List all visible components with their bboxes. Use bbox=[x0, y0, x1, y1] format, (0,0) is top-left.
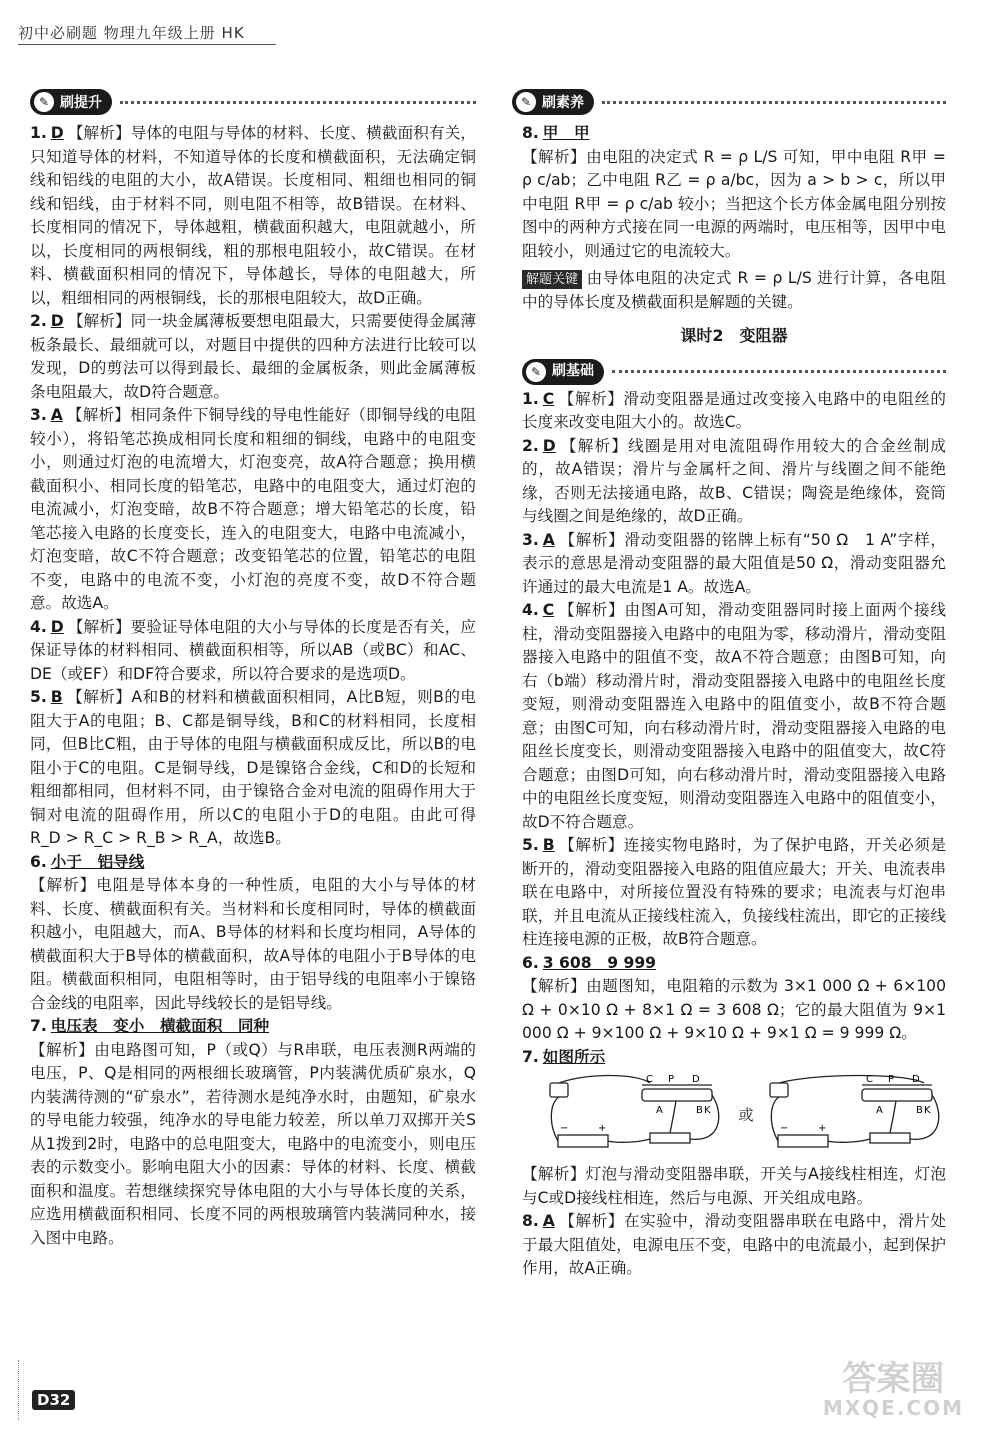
key-point bbox=[522, 267, 946, 314]
answer-item bbox=[522, 529, 946, 600]
item-explanation: 【解析】相同条件下铜导线的导电性能好（即铜导线的电阻较小），将铅笔芯换成相同长度和粗细的铜线，电路中的电阻变小，则通过灯泡的电流增大，灯泡变亮，故A符合题意；换用横截面积小、相同长度的铅笔芯，电路中的电阻变大，通过灯泡的电流减小，灯泡变暗，故B不符合题意；增大铅笔芯的长度，铅笔芯接入电路的长度变长，连入的电阻变大，电路中电流减小，灯泡变暗，故C不符合题意；改变铅笔芯的位置，铅笔芯的电阻不变，电路中的电流不变，小灯泡的亮度不变，故D不符合题意。故选A。 bbox=[30, 406, 476, 612]
item-explanation: 【解析】导体的电阻与导体的材料、长度、横截面积有关，只知道导体的材料，不知道导体的长度和横截面积，无法确定铜线和铝线的电阻的大小，故A错误。长度相同、粗细也相同的铜线和铝线，由于材料不同，则电阻不相等，故B错误。在材料、长度相同的情况下，导体越粗，横截面积越大，电阻就越小，所以，长度相同的两根铜线，粗的那根电阻较小，故C错误。在材料、横截面积相同的情况下，导体越长，导体的电阻越大，所以，粗细相同的两根铜线，长的那根电阻较大，故D正确。 bbox=[30, 124, 476, 307]
item-number: 1. bbox=[522, 389, 539, 408]
dotted-rule bbox=[602, 101, 946, 104]
item-number: 3. bbox=[522, 530, 539, 549]
item-explanation: 【解析】要验证导体电阻的大小与导体的长度是否有关，应保证导体的材料相同、横截面积相等，所以AB（或BC）和AC、DE（或EF）和DF符合要求，所以符合要求的是选项D。 bbox=[30, 617, 476, 683]
answer-item bbox=[522, 834, 946, 952]
item-answer: D bbox=[50, 617, 64, 636]
answer-item bbox=[30, 686, 476, 851]
figure-or: 或 bbox=[738, 1106, 754, 1125]
section-title: 刷提升 bbox=[60, 95, 102, 111]
item-explanation: 【解析】由电阻的决定式 R = ρ L/S 可知，甲中电阻 R甲 = ρ c/ab；乙中电阻 R乙 = ρ a/bc，因为 a > b > c，所以甲中电阻 R甲 = ρ c/ab 较小；当把这个长方体金属电阻分别按图中的两种方式接在同一电源的两端时，电压相等，因甲中电阻较小，则通过它的电流较大。 bbox=[522, 147, 946, 260]
terminal-label: B bbox=[696, 1105, 703, 1116]
answer-item bbox=[30, 404, 476, 616]
item-answer: 甲 甲 bbox=[542, 124, 590, 142]
watermark-text: 答案圈 bbox=[842, 1359, 945, 1399]
item-number: 7. bbox=[522, 1047, 539, 1066]
item-explanation: 【解析】由图A可知，滑动变阻器同时接上面两个接线柱，滑动变阻器接入电路中的电阻为零，移动滑片，滑动变阻器接入电路中的阻值不变，故A不符合题意；由图B可知，向右（b端）移动滑片时，滑动变阻器接入电路中的电阻丝长度变短，则滑动变阻器连入电路中的阻值变小，故B不符合题意；由图C可知，向右移动滑片时，滑动变阻器接入电路的电阻丝长度变长，则滑动变阻器接入电路中的阻值变大，故C符合题意；由图D可知，向右移动滑片时，滑动变阻器接入电路中的电阻丝长度变短，则滑动变阻器连入电路中的阻值变小，故D不符合题意。 bbox=[522, 601, 946, 831]
terminal-label: D bbox=[692, 1074, 700, 1085]
item-number: 5. bbox=[522, 836, 539, 854]
key-label: 解题关键 bbox=[522, 270, 582, 289]
section-badge bbox=[30, 89, 112, 115]
item-explanation: 【解析】在实验中，滑动变阻器串联在电路中，滑片处于最大阻值处，电源电压不变，电路中的电流最小，起到保护作用，故A正确。 bbox=[522, 1212, 946, 1277]
answer-item bbox=[522, 599, 946, 834]
section-title: 刷素养 bbox=[542, 95, 584, 111]
circuit-diagram-1 bbox=[546, 1073, 726, 1159]
terminal-label: B bbox=[915, 1105, 923, 1116]
item-answer: B bbox=[542, 836, 555, 854]
item-number: 4. bbox=[522, 601, 539, 619]
item-explanation: 【解析】同一块金属薄板要想电阻最大，只需要使得金属薄板条最长、最细就可以，对题目中提供的四种方法进行比较可以发现，D的剪法可以得到最长、最细的金属板条，则此金属薄板条电阻最大，故D符合题意。 bbox=[30, 312, 476, 401]
circuit-figure bbox=[546, 1073, 946, 1159]
watermark-logo bbox=[823, 1361, 964, 1419]
running-header: 初中必刷题 物理九年级上册 HK bbox=[18, 24, 245, 42]
left-column bbox=[30, 122, 476, 1250]
terminal-label: P bbox=[668, 1074, 675, 1085]
item-number: 6. bbox=[30, 852, 47, 871]
terminal-label: K bbox=[704, 1105, 711, 1116]
item-answer: 小于 铝导线 bbox=[50, 852, 145, 871]
item-number: 6. bbox=[522, 953, 539, 972]
section-header-tisheng bbox=[30, 86, 476, 118]
lesson-title: 课时2 变阻器 bbox=[680, 326, 788, 345]
brush-icon: ✎ bbox=[526, 362, 546, 382]
answer-item bbox=[30, 122, 476, 310]
item-number: 2. bbox=[522, 436, 539, 455]
polarity-label: − bbox=[779, 1123, 789, 1134]
answer-item bbox=[522, 122, 946, 146]
answer-item bbox=[522, 435, 946, 529]
brush-icon: ✎ bbox=[516, 92, 536, 112]
right-column bbox=[522, 122, 946, 1281]
section-title: 刷基础 bbox=[552, 362, 594, 379]
terminal-label: D bbox=[911, 1074, 920, 1085]
item-number: 4. bbox=[30, 617, 47, 636]
section-badge bbox=[512, 89, 594, 115]
item-answer: D bbox=[542, 436, 556, 455]
item-answer: 如图所示 bbox=[542, 1047, 606, 1066]
item-answer: A bbox=[542, 1212, 555, 1230]
item-explanation: 【解析】连接实物电路时，为了保护电路，开关必须是断开的，滑动变阻器接入电路的阻值应最大；开关、电流表串联在电路中，对所接位置没有特殊的要求；电流表与灯泡串联，并且电流从正接线柱流入，负接线柱流出，即它的正接线柱连接电源的正极，故B符合题意。 bbox=[522, 836, 946, 948]
item-answer: 3 608 9 999 bbox=[542, 953, 657, 972]
item-explanation: 【解析】线圈是用对电流阻碍作用较大的合金丝制成的，故A错误；滑片与金属杆之间、滑片与线圈之间不能绝缘，否则无法接通电路，故B、C错误；陶瓷是绝缘体，瓷筒与线圈之间是绝缘的，故D正确。 bbox=[522, 436, 946, 525]
watermark-url: MXQE.COM bbox=[822, 1396, 964, 1420]
item-answer: C bbox=[542, 389, 555, 408]
item-answer: D bbox=[50, 124, 64, 142]
terminal-label: C bbox=[865, 1074, 873, 1085]
item-explanation: 【解析】滑动变阻器是通过改变接入电路中的电阻丝的长度来改变电阻大小的。故选C。 bbox=[522, 389, 946, 431]
brush-icon: ✎ bbox=[34, 92, 54, 112]
item-number: 1. bbox=[30, 124, 47, 142]
item-number: 8. bbox=[522, 1212, 539, 1230]
answer-item bbox=[522, 1046, 946, 1070]
item-explanation: 【解析】由电路图可知，P（或Q）与R串联，电压表测R两端的电压，P、Q是相同的两根细长玻璃管，P内装满优质矿泉水，Q内装满待测的“矿泉水”，若待测水是纯净水时，由题知，矿泉水的导电能力较强，纯净水的导电能力较差，所以单刀双掷开关S从1拨到2时，电路中的总电阻变大，电路中的电流变小，则电压表的示数变小。影响电阻大小的因素：导体的材料、长度、横截面积和温度。若想继续探究导体电阻的大小与导体长度的关系，应选用横截面积相同、长度不同的两根玻璃管内装满同种水，接入图中电路。 bbox=[30, 1040, 476, 1247]
answer-item bbox=[30, 310, 476, 404]
page-bracket bbox=[18, 1360, 25, 1420]
terminal-label: P bbox=[887, 1074, 895, 1085]
item-explanation: 【解析】电阻是导体本身的一种性质，电阻的大小与导体的材料、长度、横截面积有关。当材料和长度相同时，导体的横截面积越小，电阻越大，而A、B导体的材料和长度均相同，A导体的横截面积大于B导体的横截面积，故A导体的电阻小于B导体的电阻。横截面积相同，电阻相等时，由于铝导线的电阻率小于镍铬合金线的电阻率，因此导线较长的是铝导线。 bbox=[30, 876, 476, 1012]
terminal-label: A bbox=[875, 1105, 883, 1116]
section-header-suyang bbox=[512, 86, 946, 118]
answer-item bbox=[522, 952, 946, 976]
item-answer: 电压表 变小 横截面积 同种 bbox=[50, 1017, 270, 1035]
item-explanation: 【解析】滑动变阻器的铭牌上标有“50 Ω 1 A”字样，表示的意思是滑动变阻器的最大阻值是50 Ω，滑动变阻器允许通过的最大电流是1 A。故选A。 bbox=[522, 530, 946, 596]
header-rule bbox=[18, 44, 276, 45]
answer-item bbox=[522, 388, 946, 435]
item-explanation: 【解析】A和B的材料和横截面积相同，A比B短，则B的电阻大于A的电阻；B、C都是铜导线，B和C的材料相同，长度相同，但B比C粗，由于导体的电阻与横截面积成反比，所以B的电阻小于C的电阻。C是铜导线，D是镍铬合金线，C和D的长短和粗细都相同，但材料不同，由于镍铬合金对电流的阻碍作用大于铜对电流的阻碍作用，所以C的电阻小于D的电阻。由此可得 R_D > R_C > R_B > R_A，故选B。 bbox=[30, 688, 476, 847]
dotted-rule bbox=[612, 370, 946, 373]
polarity-label: + bbox=[817, 1123, 827, 1134]
answer-item bbox=[30, 851, 476, 875]
polarity-label: + bbox=[598, 1123, 607, 1134]
key-text: 由导体电阻的决定式 R = ρ L/S 进行计算，各电阻中的导体长度及横截面积是解题的关键。 bbox=[522, 269, 946, 311]
item-number: 2. bbox=[30, 312, 47, 330]
answer-item bbox=[522, 1210, 946, 1281]
page-number: D32 bbox=[32, 1390, 75, 1410]
terminal-label: C bbox=[646, 1074, 653, 1085]
section-badge bbox=[522, 359, 604, 385]
item-number: 3. bbox=[30, 406, 47, 424]
item-answer: A bbox=[542, 530, 555, 549]
terminal-label: A bbox=[656, 1105, 663, 1116]
section-header-jichu bbox=[522, 356, 946, 388]
answer-item bbox=[30, 1015, 476, 1039]
item-answer: C bbox=[542, 601, 555, 619]
item-answer: A bbox=[50, 406, 63, 424]
item-explanation: 【解析】灯泡与滑动变阻器串联，开关与A接线柱相连，灯泡与C或D接线柱相连，然后与电源、开关组成电路。 bbox=[522, 1165, 946, 1207]
item-number: 5. bbox=[30, 688, 47, 706]
item-answer: B bbox=[50, 688, 63, 706]
answer-item bbox=[30, 616, 476, 687]
polarity-label: − bbox=[560, 1123, 569, 1134]
terminal-label: K bbox=[923, 1105, 931, 1116]
circuit-diagram-2 bbox=[766, 1073, 946, 1159]
item-explanation: 【解析】由题图知，电阻箱的示数为 3×1 000 Ω + 6×100 Ω + 0×10 Ω + 8×1 Ω = 3 608 Ω；它的最大阻值为 9×1 000 Ω + 9×100 Ω + 9×10 Ω + 9×1 Ω = 9 999 Ω。 bbox=[522, 977, 946, 1042]
item-number: 7. bbox=[30, 1017, 47, 1035]
item-number: 8. bbox=[522, 124, 539, 142]
item-answer: D bbox=[50, 312, 64, 330]
dotted-rule bbox=[120, 101, 476, 104]
